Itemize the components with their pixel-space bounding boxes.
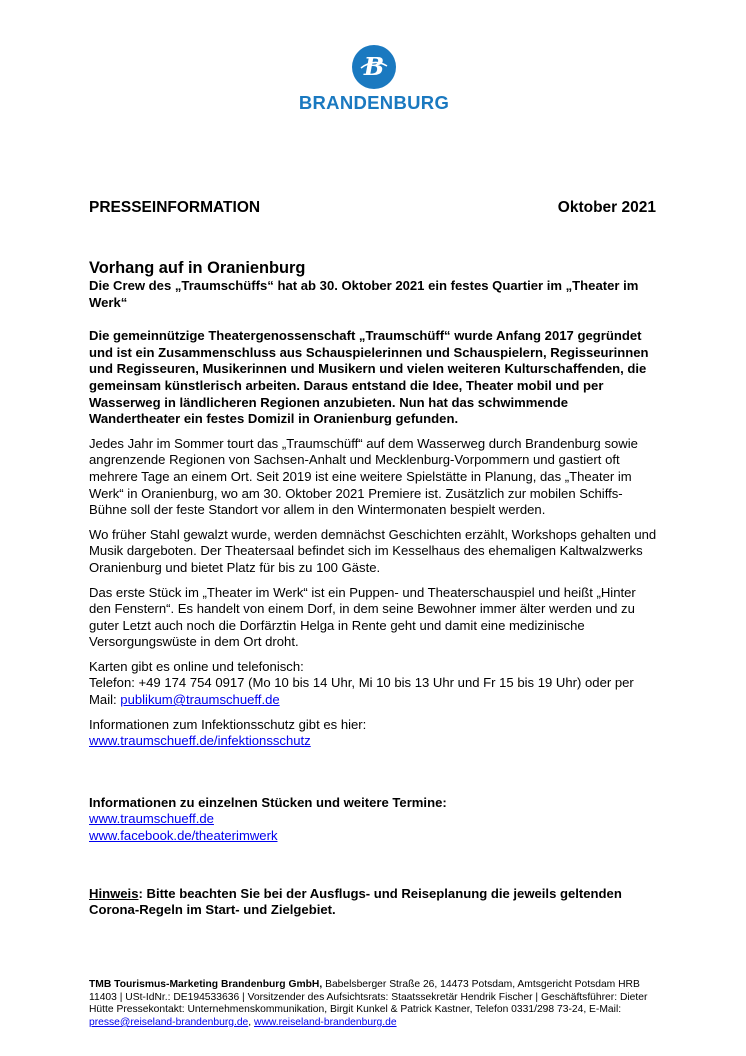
svg-text:B: B bbox=[363, 52, 385, 81]
lead-paragraph: Die gemeinnützige Theatergenossenschaft „Traumschüff“ wurde Anfang 2017 gegründet und ist ein Zusammenschluss aus Schauspielerinnen und Schauspielern, Regisseurinnen und Regisseuren, Musikerinnen und Musikern und vielen weiteren Kulturschaffenden, die gemeinsam künstlerisch arbeiten. Daraus entstand die Idee, Theater mobil und per Wasserweg in ländlicheren Regionen anzubieten. Nun hat das schwimmende Wandertheater ein festes Domizil in Oranienburg gefunden. bbox=[89, 328, 649, 427]
website-link[interactable]: www.traumschueff.de bbox=[89, 811, 214, 827]
footer-separator: , bbox=[248, 1016, 255, 1028]
tickets-phone: Telefon: +49 174 754 0917 (Mo 10 bis 14 Uhr, Mi 10 bis 13 Uhr und Fr 15 bis 19 Uhr) oder per Mail: bbox=[89, 675, 634, 708]
footer-email-link[interactable]: presse@reiseland-brandenburg.de bbox=[89, 1016, 249, 1028]
facebook-link[interactable]: www.facebook.de/theaterimwerk bbox=[89, 828, 278, 844]
headline: Vorhang auf in Oranienburg bbox=[89, 259, 306, 277]
hint-text: : Bitte beachten Sie bei der Ausflugs- und Reiseplanung die jeweils geltenden Corona-Regeln im Start- und Zielgebiet. bbox=[89, 885, 622, 918]
press-date: Oktober 2021 bbox=[557, 199, 656, 216]
footer-text: Babelsberger Straße 26, 14473 Potsdam, Amtsgericht Potsdam HRB 11403 | USt-IdNr.: DE194533636 | Vorsitzender des Aufsichtsrats: Staatssekretär Hendrik Fischer | Geschäftsführer: Dieter Hütte Pressekontakt: Unternehmenskommunikation, Birgit Kunkel & Patrick Kastner, Telefon 0331/298 73-24, E-Mail: bbox=[89, 979, 648, 1016]
infection-link[interactable]: www.traumschueff.de/infektionsschutz bbox=[89, 733, 311, 749]
press-release-body bbox=[89, 259, 659, 927]
infection-info bbox=[89, 717, 659, 750]
footer-company: TMB Tourismus-Marketing Brandenburg GmbH, bbox=[89, 979, 323, 990]
document-header bbox=[89, 199, 656, 217]
tickets-email-link[interactable]: publikum@traumschueff.de bbox=[120, 692, 280, 708]
hint-label: Hinweis bbox=[89, 885, 139, 901]
more-info-title: Informationen zu einzelnen Stücken und weitere Termine: bbox=[89, 794, 447, 810]
body-paragraph: Wo früher Stahl gewalzt wurde, werden demnächst Geschichten erzählt, Workshops gehalten und Musik dargeboten. Der Theatersaal befindet sich im Kesselhaus des ehemaligen Kaltwalzwerks Oranienburg und bietet Platz für bis zu 100 Gäste. bbox=[89, 526, 657, 575]
footer-website-link[interactable]: www.reiseland-brandenburg.de bbox=[254, 1016, 397, 1028]
subheadline: Die Crew des „Traumschüffs“ hat ab 30. Oktober 2021 ein festes Quartier im „Theater im Werk“ bbox=[89, 278, 639, 310]
tickets-line: Karten gibt es online und telefonisch: bbox=[89, 658, 304, 674]
brand-name: BRANDENBURG bbox=[298, 92, 450, 113]
infection-text: Informationen zum Infektionsschutz gibt es hier: bbox=[89, 716, 367, 732]
press-label: PRESSEINFORMATION bbox=[89, 199, 261, 216]
corona-hint bbox=[89, 886, 659, 919]
more-info-links bbox=[89, 811, 659, 844]
brandenburg-emblem-icon bbox=[351, 44, 397, 90]
brandenburg-logo bbox=[290, 44, 458, 114]
body-paragraph: Jedes Jahr im Sommer tourt das „Traumschüff“ auf dem Wasserweg durch Brandenburg sowie angrenzende Regionen von Sachsen-Anhalt und Mecklenburg-Vorpommern und gastiert oft mehrere Tage an einem Ort. Seit 2019 ist eine weitere Spielstätte in Planung, das „Theater im Werk“ in Oranienburg, wo am 30. Oktober 2021 Premiere ist. Zusätzlich zur mobilen Schiffs-Bühne soll der feste Standort vor allem in den Wintermonaten bespielt werden. bbox=[89, 435, 638, 518]
body-paragraph: Das erste Stück im „Theater im Werk“ ist ein Puppen- und Theaterschauspiel und heißt „Hinter den Fenstern“. Es handelt von einem Dorf, in dem seine Bewohner immer älter werden und zu guter Letzt auch noch die Dorfärztin Helga in Rente geht und damit eine medizinische Versorgungswüste in dem Ort droht. bbox=[89, 584, 636, 650]
tickets-info bbox=[89, 659, 659, 709]
footer bbox=[89, 979, 659, 1029]
